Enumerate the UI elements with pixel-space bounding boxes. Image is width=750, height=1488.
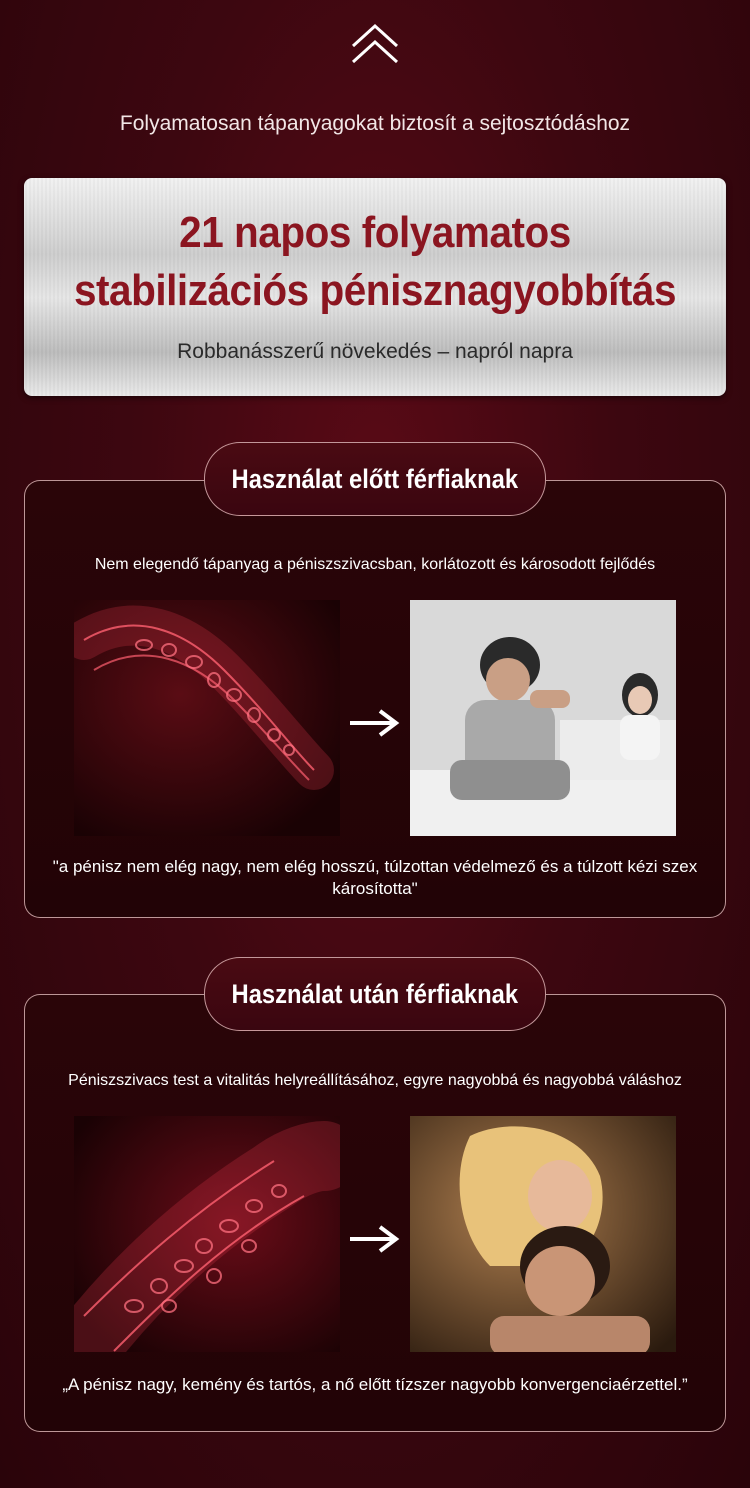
- double-chevron-up-icon[interactable]: [345, 20, 405, 68]
- banner-title-line2: stabilizációs pénisznagyobbítás: [73, 266, 677, 315]
- before-couple-photo: [410, 600, 676, 836]
- header-subtitle: Folyamatosan tápanyagokat biztosít a sejtosztódáshoz: [119, 112, 631, 135]
- before-description: Nem elegendő tápanyag a péniszszivacsban, korlátozott és károsodott fejlődés: [94, 556, 656, 573]
- before-heading-pill: [204, 442, 546, 516]
- after-quote: „A pénisz nagy, kemény és tartós, a nő előtt tízszer nagyobb konvergenciaérzettel.”: [62, 1375, 688, 1394]
- after-heading: Használat után férfiaknak: [231, 978, 519, 1009]
- hero-banner: [24, 178, 726, 396]
- after-heading-pill: [204, 957, 546, 1031]
- before-tissue-image: [74, 600, 340, 836]
- before-heading: Használat előtt férfiaknak: [231, 463, 519, 494]
- banner-title-line1: 21 napos folyamatos: [179, 208, 571, 257]
- right-arrow-icon: [348, 1224, 400, 1254]
- right-arrow-icon: [348, 708, 400, 738]
- after-description: Péniszszivacs test a vitalitás helyreállításához, egyre nagyobbá és nagyobbá váláshoz: [68, 1072, 682, 1089]
- banner-subtitle: Robbanásszerű növekedés – napról napra: [177, 340, 573, 363]
- after-couple-photo: [410, 1116, 676, 1352]
- before-quote: "a pénisz nem elég nagy, nem elég hosszú, túlzottan védelmező és a túlzott kézi szex károsította": [52, 857, 698, 898]
- after-tissue-image: [74, 1116, 340, 1352]
